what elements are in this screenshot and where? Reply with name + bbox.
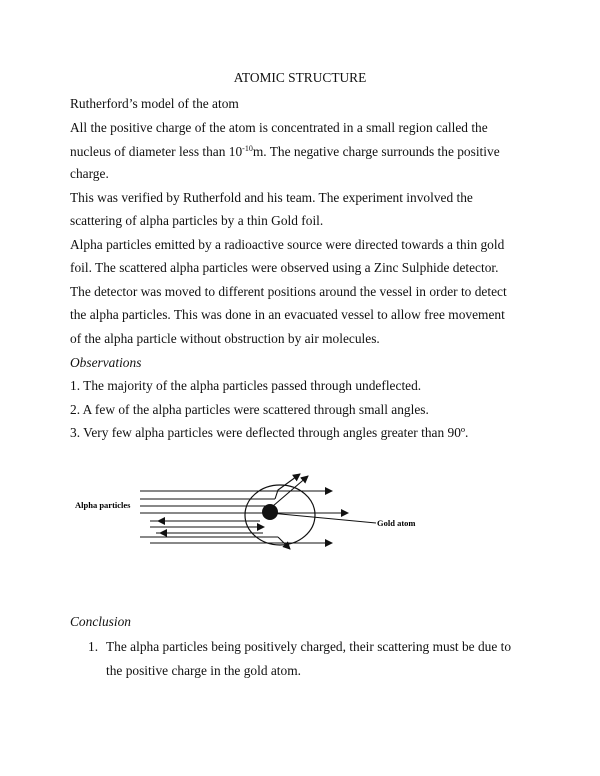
observations-heading: Observations xyxy=(70,355,142,370)
exponent: -10 xyxy=(242,144,253,153)
gold-atom-label: Gold atom xyxy=(377,518,416,528)
para3-line4: the alpha particles. This was done in an evacuated vessel to allow free movement xyxy=(70,307,505,322)
para3-line5: of the alpha particle without obstruction by air molecules. xyxy=(70,331,380,346)
para3-line1: Alpha particles emitted by a radioactive source were directed towards a thin gold xyxy=(70,237,505,252)
conclusion-item-1-line2: the positive charge in the gold atom. xyxy=(106,663,301,678)
gold-atom-leader-line xyxy=(270,513,376,523)
gold-atom-outline xyxy=(245,485,315,545)
conclusion-item-1-line1: The alpha particles being positively charged, their scattering must be due to xyxy=(106,639,512,654)
para2-line2: scattering of alpha particles by a thin Gold foil. xyxy=(70,213,324,228)
para3-line3: The detector was moved to different positions around the vessel in order to detect xyxy=(70,284,507,299)
section-heading: Rutherford’s model of the atom xyxy=(70,96,239,111)
alpha-particles-label: Alpha particles xyxy=(75,500,131,510)
para1-line2-post: m. The negative charge surrounds the positive xyxy=(252,144,500,159)
para1-line3: charge. xyxy=(70,166,109,181)
para3-line2: foil. The scattered alpha particles were observed using a Zinc Sulphide detector. xyxy=(70,260,499,275)
conclusion-item-number: 1. xyxy=(88,639,99,654)
observation-item-1: 1. The majority of the alpha particles passed through undeflected. xyxy=(70,378,422,393)
page-title: ATOMIC STRUCTURE xyxy=(233,70,367,85)
para1-line2 xyxy=(70,144,500,160)
para1-line2-pre: nucleus of diameter less than 10 xyxy=(70,144,243,159)
para1-line1: All the positive charge of the atom is concentrated in a small region called the xyxy=(70,120,488,135)
conclusion-heading: Conclusion xyxy=(70,614,132,629)
observation-item-3: 3. Very few alpha particles were deflected through angles greater than 90º. xyxy=(70,425,469,440)
gold-nucleus xyxy=(262,504,278,520)
observation-item-2: 2. A few of the alpha particles were scattered through small angles. xyxy=(70,402,429,417)
para2-line1: This was verified by Rutherfold and his team. The experiment involved the xyxy=(70,190,473,205)
scattering-diagram xyxy=(70,465,430,560)
